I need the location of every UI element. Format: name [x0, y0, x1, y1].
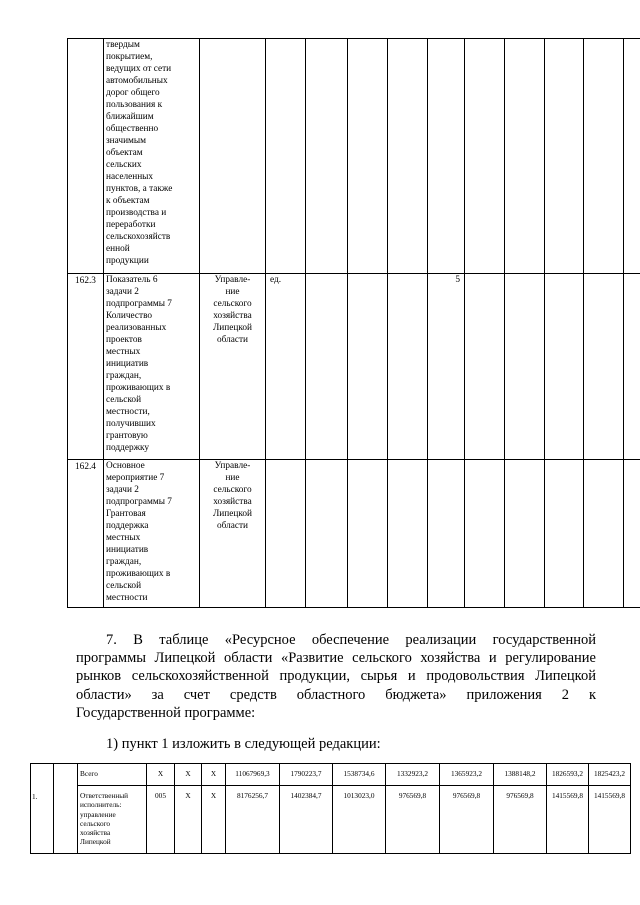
row-value	[428, 39, 465, 274]
row-unit: ед.	[266, 274, 306, 460]
row-x1: X	[175, 764, 202, 786]
row-value	[428, 460, 465, 608]
value-cell: 976569,8	[440, 786, 494, 854]
row-code: 005	[147, 786, 175, 854]
row-executor: Управле- ние сельского хозяйства Липецкой области	[200, 460, 266, 608]
value-cell: 1825423,2	[589, 764, 631, 786]
row-label: Всего	[78, 764, 147, 786]
row-number: 162.4	[68, 460, 104, 608]
value-cell: 1365923,2	[440, 764, 494, 786]
paragraph-line: области» за счет средств областного бюджета» приложения 2 к	[76, 686, 596, 703]
table-row	[31, 764, 631, 786]
table-row	[68, 274, 640, 460]
value-cell: 976569,8	[386, 786, 440, 854]
table-row	[68, 39, 640, 274]
value-cell: 1790223,7	[280, 764, 333, 786]
item-1-instruction: 1) пункт 1 изложить в следующей редакции:	[106, 736, 381, 752]
resources-table	[30, 763, 631, 854]
value-cell: 1388148,2	[494, 764, 547, 786]
row-x1: X	[175, 786, 202, 854]
paragraph-7	[76, 631, 596, 722]
paragraph-line: 7. В таблице «Ресурсное обеспечение реализации государственной	[106, 632, 596, 648]
row-unit	[266, 460, 306, 608]
row-number: 1.	[31, 764, 54, 854]
row-x2: X	[202, 764, 226, 786]
value-cell: 1013023,0	[333, 786, 386, 854]
value-cell: 976569,8	[494, 786, 547, 854]
value-cell: 11067969,3	[226, 764, 280, 786]
value-cell: 1332923,2	[386, 764, 440, 786]
row-number	[68, 39, 104, 274]
value-cell: 1415569,8	[589, 786, 631, 854]
row-description: Показатель 6 задачи 2 подпрограммы 7 Количество реализованных проектов местных инициатив граждан, проживающих в сельской местности, получивших грантовую поддержку	[104, 274, 200, 460]
indicators-table	[67, 38, 640, 608]
row-unit	[266, 39, 306, 274]
paragraph-line: Государственной программе:	[76, 704, 256, 721]
row-value: 5	[428, 274, 465, 460]
row-label: Ответственный исполнитель: управление сельского хозяйства Липецкой	[78, 786, 147, 854]
table-row	[31, 786, 631, 854]
paragraph-line: программы Липецкой области «Развитие сельского хозяйства и регулирование	[76, 650, 596, 667]
row-code: X	[147, 764, 175, 786]
value-cell: 1826593,2	[547, 764, 589, 786]
row-executor: Управле- ние сельского хозяйства Липецкой области	[200, 274, 266, 460]
row-description: Основное мероприятие 7 задачи 2 подпрограммы 7 Грантовая поддержка местных инициатив граждан, проживающих в сельской местности	[104, 460, 200, 608]
value-cell: 8176256,7	[226, 786, 280, 854]
value-cell: 1402384,7	[280, 786, 333, 854]
value-cell: 1415569,8	[547, 786, 589, 854]
row-number: 162.3	[68, 274, 104, 460]
value-cell: 1538734,6	[333, 764, 386, 786]
row-executor	[200, 39, 266, 274]
row-x2: X	[202, 786, 226, 854]
table-row	[68, 460, 640, 608]
row-description: твердым покрытием, ведущих от сети автомобильных дорог общего пользования к ближайшим общественно значимым объектам сельских населенных пунктов, а также к объектам производства и переработки сельскохозяйств енной продукции	[104, 39, 200, 274]
paragraph-line: рынков сельскохозяйственной продукции, сырья и продовольствия Липецкой	[76, 668, 596, 685]
